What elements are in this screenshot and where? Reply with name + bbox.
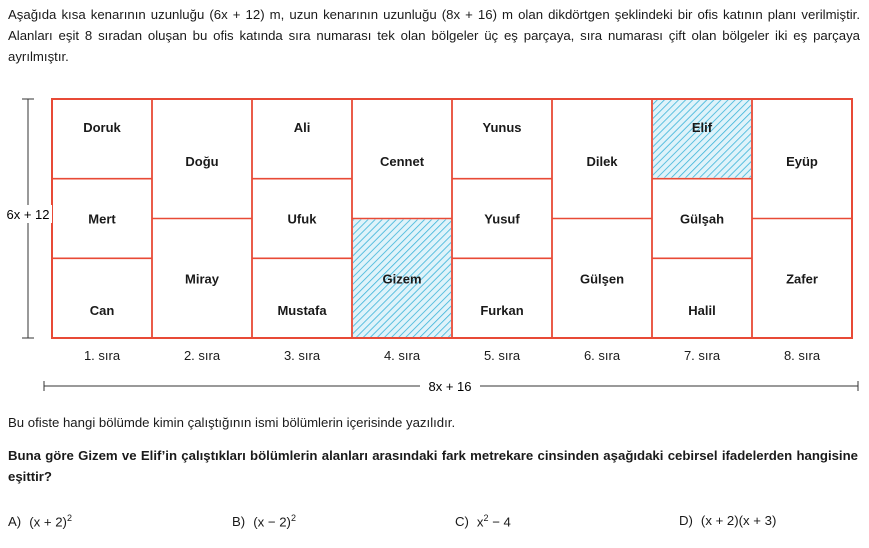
option-c[interactable] [455,513,511,529]
option-d-letter: D) [679,513,693,528]
column-label-6: 6. sıra [583,348,621,363]
column-label-3: 3. sıra [283,348,321,363]
cell-zafer: Zafer [786,271,818,287]
option-a-base: (x + 2) [29,514,67,530]
cell-gulsen: Gülşen [579,271,625,287]
cell-mustafa: Mustafa [277,303,327,319]
height-label: 6x + 12 [6,207,50,222]
option-a-exponent: 2 [66,513,72,523]
cell-cennet: Cennet [379,153,425,169]
column-label-8: 8. sıra [783,348,821,363]
column-label-5: 5. sıra [483,348,521,363]
question-text: Buna göre Gizem ve Elif’in çalıştıkları bölümlerin alanları arasındaki fark metrekare cinsinden aşağıdaki cebirsel ifadelerden hangisine eşittir? [8,448,858,484]
intro-paragraph: Aşağıda kısa kenarının uzunluğu (6x + 12) m, uzun kenarının uzunluğu (8x + 16) m olan dikdörtgen şeklindeki bir ofis katının planı verilmiştir. Alanları eşit 8 sıradan oluşan bu ofis katında sıra numarası tek olan bölgeler üç eş parçaya, sıra numarası çift olan bölgeler iki eş parçaya ayrılmıştır. [8,7,860,64]
column-label-1: 1. sıra [83,348,121,363]
note-text: Bu ofiste hangi bölümde kimin çalıştığının ismi bölümlerin içerisinde yazılıdır. [8,415,456,430]
cell-gizem: Gizem [382,271,422,287]
cell-doruk: Doruk [83,119,121,135]
option-b-base: (x − 2) [253,514,291,530]
cell-dogu: Doğu [185,153,219,169]
cell-yusuf: Yusuf [484,211,520,227]
option-a-letter: A) [8,514,22,530]
cell-ufuk: Ufuk [287,211,317,227]
option-a[interactable] [8,513,72,529]
option-c-letter: C) [455,514,469,530]
cell-yunus: Yunus [482,119,522,135]
highlight-elif [653,100,751,178]
cell-furkan: Furkan [480,303,524,319]
option-b[interactable] [232,513,296,529]
option-b-letter: B) [232,514,246,530]
width-label: 8x + 16 [428,379,472,394]
column-label-7: 7. sıra [683,348,721,363]
option-c-tail: − 4 [488,514,511,530]
column-label-4: 4. sıra [383,348,421,363]
cell-eyup: Eyüp [786,153,818,169]
column-label-2: 2. sıra [183,348,221,363]
option-d-base: (x + 2)(x + 3) [700,513,777,528]
option-d[interactable] [679,513,776,528]
cell-elif: Elif [691,119,713,135]
cell-miray: Miray [185,271,219,287]
cell-can: Can [89,303,115,319]
cell-dilek: Dilek [586,153,618,169]
cell-gulsah: Gülşah [679,211,725,227]
cell-mert: Mert [88,211,116,227]
option-b-exponent: 2 [290,513,296,523]
option-c-base: x [476,514,484,530]
cell-halil: Halil [688,303,716,319]
cell-ali: Ali [293,119,311,135]
option-c-exponent: 2 [483,513,489,523]
